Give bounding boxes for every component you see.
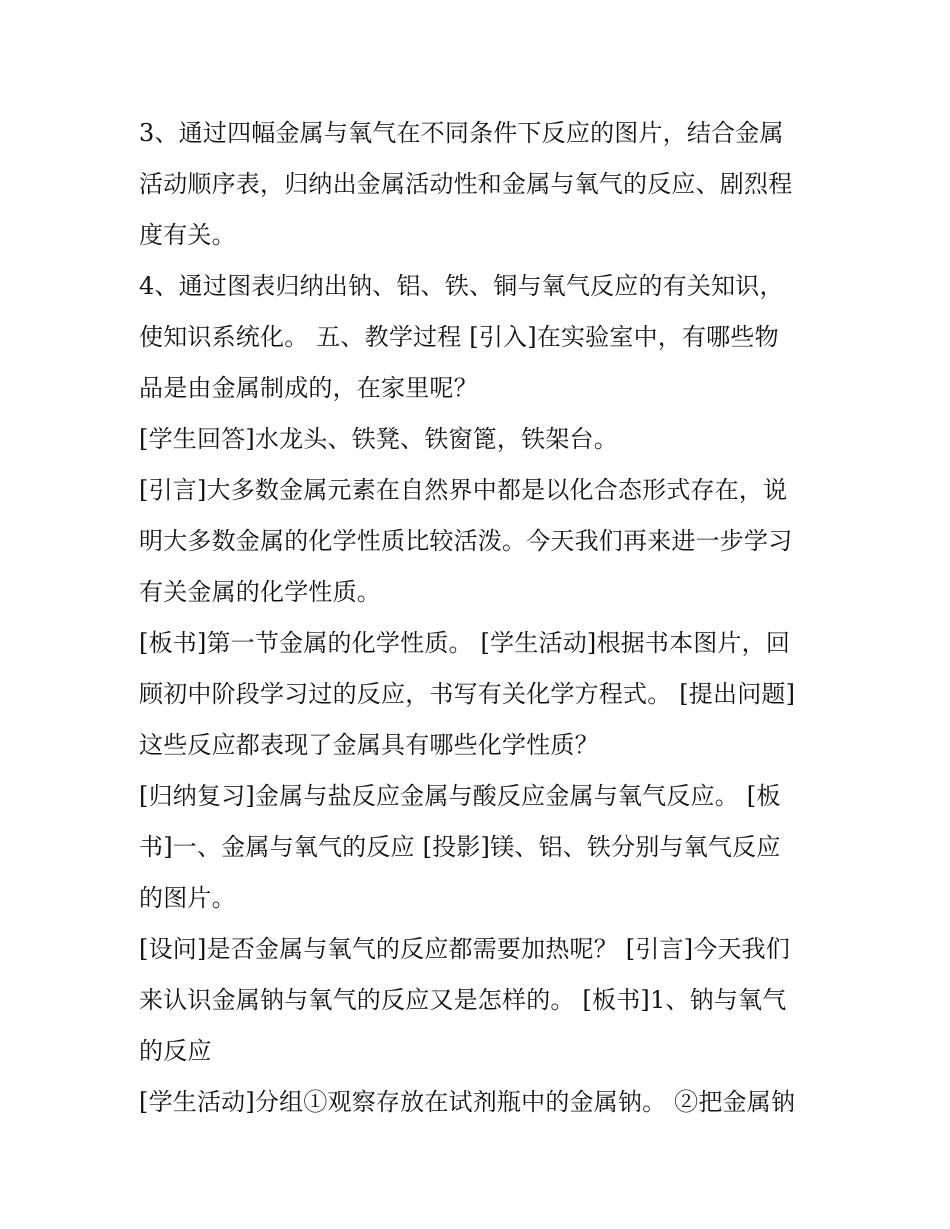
document-body [139, 108, 829, 1128]
text-line: 3、通过四幅金属与氧气在不同条件下反应的图片，结合金属 [139, 119, 784, 147]
text-line: 书]一、金属与氧气的反应 [投影]镁、铝、铁分别与氧气反应 [139, 833, 781, 861]
text-line: 4、通过图表归纳出钠、铝、铁、铜与氧气反应的有关知识， [139, 272, 784, 300]
text-line: 的图片。 [139, 884, 236, 912]
text-line: 明大多数金属的化学性质比较活泼。今天我们再来进一步学习 [139, 527, 793, 555]
text-line: 使知识系统化。 五、教学过程 [引入]在实验室中，有哪些物 [139, 323, 779, 351]
text-line: [学生活动]分组①观察存放在试剂瓶中的金属钠。 ②把金属钠 [139, 1088, 796, 1116]
text-line: 活动顺序表，归纳出金属活动性和金属与氧气的反应、剧烈程 [139, 170, 793, 198]
text-line: 度有关。 [139, 221, 236, 249]
text-line: 品是由金属制成的，在家里呢？ [139, 374, 478, 402]
text-line: [板书]第一节金属的化学性质。 [学生活动]根据书本图片，回 [139, 629, 791, 657]
text-line: 来认识金属钠与氧气的反应又是怎样的。 [板书]1、钠与氧气 [139, 986, 787, 1014]
text-line: [引言]大多数金属元素在自然界中都是以化合态形式存在，说 [139, 476, 788, 504]
text-line: [设问]是否金属与氧气的反应都需要加热呢？ [引言]今天我们 [139, 935, 791, 963]
text-line: [归纳复习]金属与盐反应金属与酸反应金属与氧气反应。 [板 [139, 782, 781, 810]
text-line: [学生回答]水龙头、铁凳、铁窗篦，铁架台。 [139, 425, 618, 453]
text-line: 的反应 [139, 1037, 212, 1065]
text-line: 这些反应都表现了金属具有哪些化学性质？ [139, 731, 599, 759]
text-line: 顾初中阶段学习过的反应，书写有关化学方程式。 [提出问题] [139, 680, 796, 708]
text-line: 有关金属的化学性质。 [139, 578, 381, 606]
